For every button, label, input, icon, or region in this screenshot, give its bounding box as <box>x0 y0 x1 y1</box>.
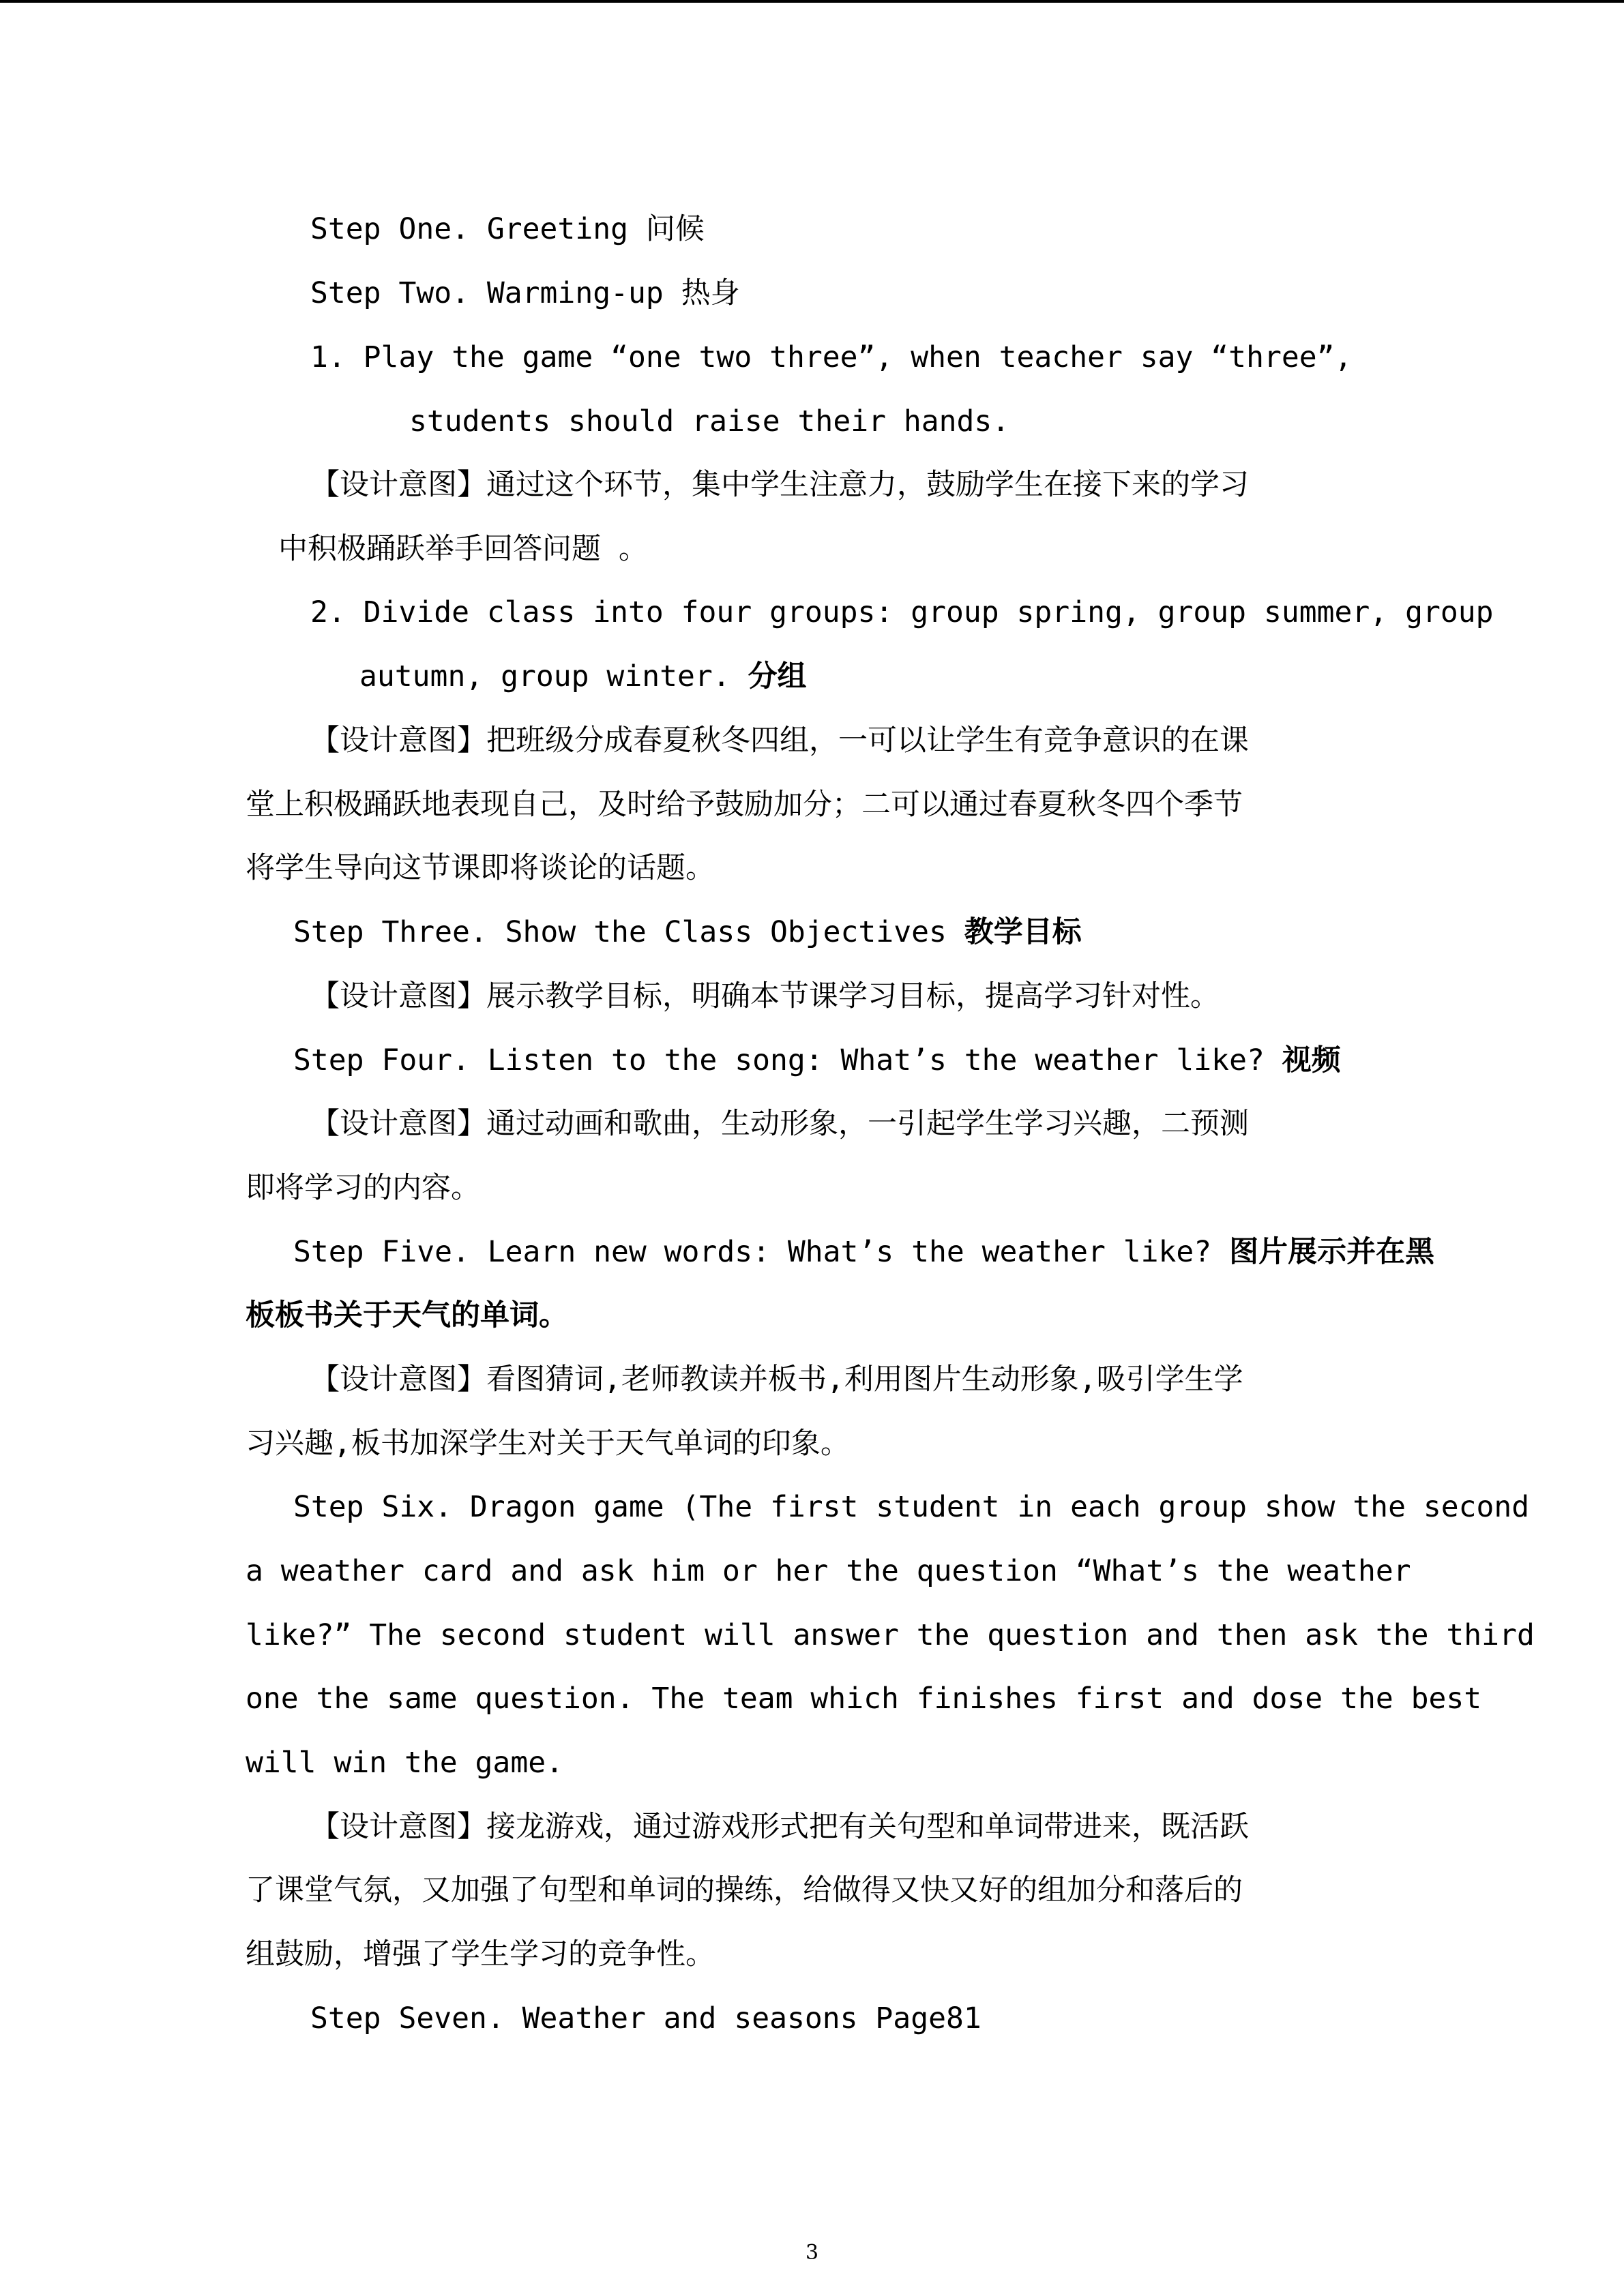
step-seven-heading: Step Seven. Weather and seasons Page81 <box>310 2001 981 2036</box>
design-intent-2-line-1: 【设计意图】把班级分成春夏秋冬四组，一可以让学生有竞争意识的在课 <box>310 724 1249 758</box>
step-five-chinese: 图片展示并在黑 <box>1229 1235 1435 1269</box>
design-intent-1-line-2: 中积极踊跃举手回答问题 。 <box>278 532 648 566</box>
design-intent-6-line-3: 组鼓励，增强了学生学习的竞争性。 <box>246 1937 715 1971</box>
step-three-chinese: 教学目标 <box>964 915 1082 949</box>
design-intent-6-line-1: 【设计意图】接龙游戏，通过游戏形式把有关句型和单词带进来，既活跃 <box>310 1810 1249 1844</box>
step-one-heading: Step One. Greeting 问候 <box>310 212 705 246</box>
step-four-chinese: 视频 <box>1282 1043 1341 1077</box>
list-item-2-line-2 <box>359 656 807 697</box>
design-intent-3: 【设计意图】展示教学目标，明确本节课学习目标，提高学习针对性。 <box>310 979 1220 1013</box>
page-number: 3 <box>805 2241 819 2265</box>
list-item-2-chinese: 分组 <box>748 659 807 694</box>
design-intent-6-line-2: 了课堂气氛，又加强了句型和单词的操练，给做得又快又好的组加分和落后的 <box>246 1873 1243 1907</box>
design-intent-5-line-2: 习兴趣,板书加深学生对关于天气单词的印象。 <box>246 1427 850 1461</box>
step-four-text: Step Four. Listen to the song: What’s the weather like? <box>293 1043 1282 1077</box>
step-three-heading <box>293 912 1082 953</box>
step-two-heading: Step Two. Warming-up 热身 <box>310 276 740 310</box>
step-three-text: Step Three. Show the Class Objectives <box>293 915 964 949</box>
list-item-1-line-2: students should raise their hands. <box>409 404 1010 438</box>
design-intent-4-line-1: 【设计意图】通过动画和歌曲，生动形象，一引起学生学习兴趣，二预测 <box>310 1107 1249 1141</box>
step-five-heading-line-2: 板板书关于天气的单词。 <box>246 1298 568 1332</box>
step-five-text: Step Five. Learn new words: What’s the weather like? <box>293 1235 1230 1269</box>
design-intent-5-line-1: 【设计意图】看图猜词,老师教读并板书,利用图片生动形象,吸引学生学 <box>310 1362 1243 1397</box>
list-item-2-line-1: 2. Divide class into four groups: group spring, group summer, group <box>310 595 1494 629</box>
step-six-line-5: will win the game. <box>246 1746 563 1780</box>
step-six-line-3: like?” The second student will answer the question and then ask the third <box>246 1618 1535 1652</box>
design-intent-1-line-1: 【设计意图】通过这个环节，集中学生注意力，鼓励学生在接下来的学习 <box>310 468 1249 502</box>
step-four-heading <box>293 1040 1341 1081</box>
design-intent-2-line-2: 堂上积极踊跃地表现自己，及时给予鼓励加分；二可以通过春夏秋冬四个季节 <box>246 788 1243 822</box>
step-six-line-4: one the same question. The team which finishes first and dose the best <box>246 1682 1482 1716</box>
step-six-line-1: Step Six. Dragon game (The first student in each group show the second <box>293 1490 1530 1524</box>
step-five-heading-line-1 <box>293 1232 1434 1272</box>
step-six-line-2: a weather card and ask him or her the question “What’s the weather <box>246 1554 1411 1588</box>
list-item-1-line-1: 1. Play the game “one two three”, when teacher say “three”, <box>310 340 1353 374</box>
design-intent-4-line-2: 即将学习的内容。 <box>246 1171 480 1205</box>
list-item-2-text: autumn, group winter. <box>359 659 748 694</box>
design-intent-2-line-3: 将学生导向这节课即将谈论的话题。 <box>246 851 715 885</box>
